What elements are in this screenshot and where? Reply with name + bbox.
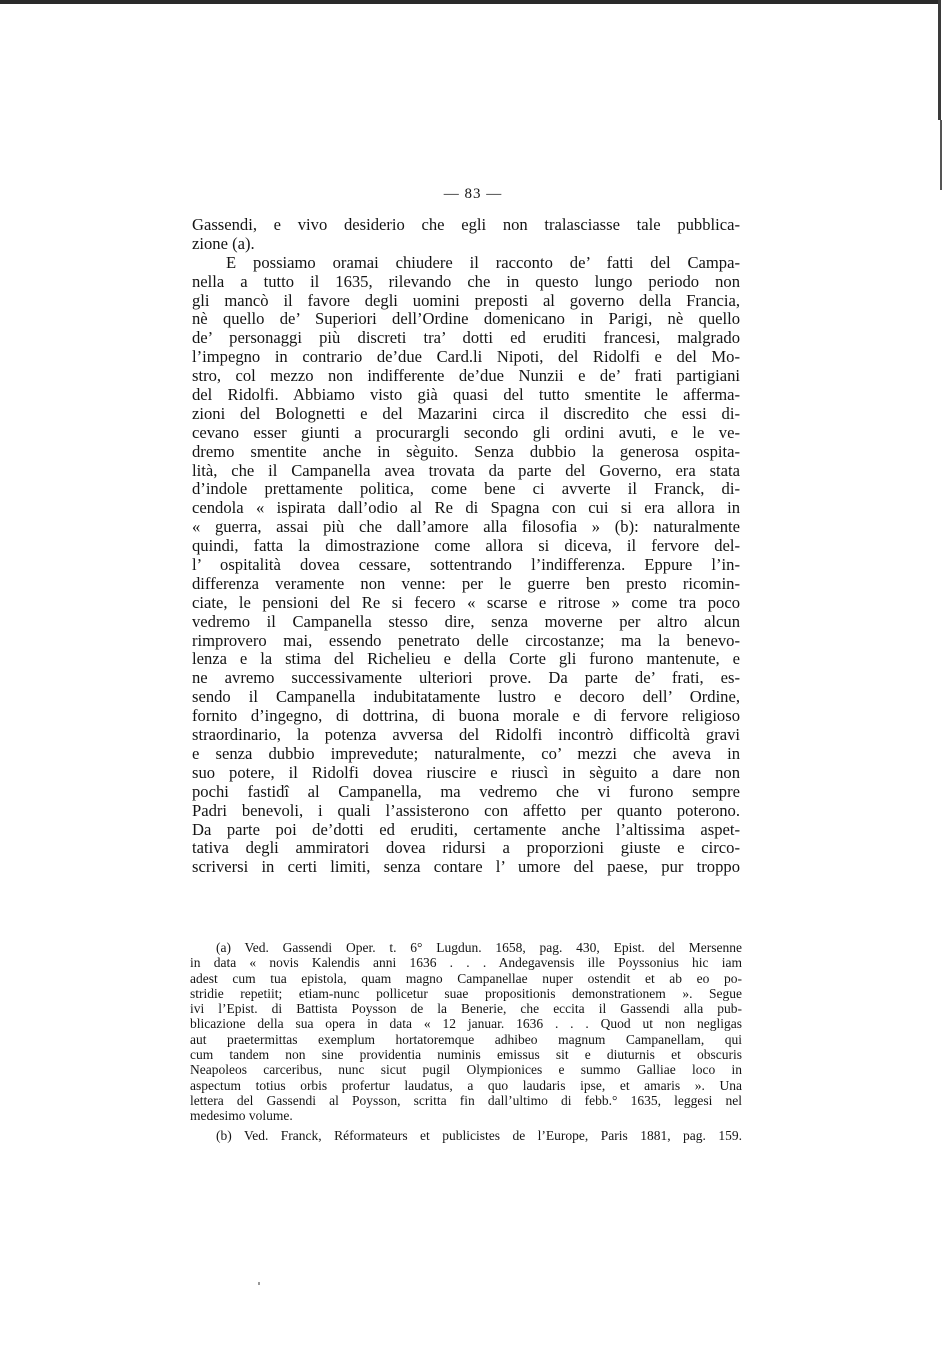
body-line: del Ridolfi. Abbiamo visto già quasi del tutto smentite le afferma- <box>192 385 740 405</box>
footnote-a-line: adest cum tua epistola, quam magno Campanellae nuper ostendit et ab eo po- <box>190 970 742 986</box>
body-line: E possiamo oramai chiudere il racconto de’ fatti del Campa- <box>226 252 740 272</box>
footnote-a-line: Neapoleos carceribus, nunc sicut pugil Olympionices e summo Galliae loco in <box>190 1062 742 1078</box>
body-line: quindi, fatta la dimostrazione come allora si diceva, il fervore del- <box>192 536 740 556</box>
body-line: gli mancò il favore degli uomini preposti al governo della Francia, <box>192 290 740 310</box>
footnote-a-line: ivi l’Epist. di Battista Poysson de la Benerie, che eccita il Gassendi alla pub- <box>190 1001 742 1017</box>
body-line: de’ personaggi più discreti tra’ dotti ed eruditi francesi, malgrado <box>192 328 740 348</box>
body-line: ne avremo successivamente ulteriori prove. Da parte de’ frati, es- <box>192 668 740 688</box>
body-line: ciate, le pensioni del Re si fecero « scarse e ritrose » come tra poco <box>192 592 740 612</box>
body-line: e senza dubbio imprevedute; naturalmente, co’ mezzi che aveva in <box>192 743 740 763</box>
body-line: nella a tutto il 1635, rilevando che in questo lungo periodo non <box>192 271 740 291</box>
footnote-a-line: stridie repetiit; etiam-nunc pollicetur suae propositionis demonstrationem ». Segue <box>190 985 742 1001</box>
footnote-a-line: blicazione della sua opera in data « 12 januar. 1636 . . . Quod ut non negligas <box>190 1016 742 1032</box>
body-line: Padri benevoli, i quali l’assisterono con affetto per quanto poterono. <box>192 800 740 820</box>
body-line: Gassendi, e vivo desiderio che egli non tralasciasse tale pubblica- <box>192 215 740 234</box>
body-line: zione (a). <box>192 233 255 253</box>
body-line: rimprovero mai, essendo penetrato delle circostanze; ma la benevo- <box>192 630 740 650</box>
body-line: differenza veramente non venne: per le guerre ben presto ricomin- <box>192 573 740 593</box>
body-line: cevano esser giunti a procurargli secondo gli ordini avuti, e le ve- <box>192 422 740 442</box>
footnote-a-line: (a) Ved. Gassendi Oper. t. 6° Lugdun. 1658, pag. 430, Epist. del Mersenne <box>216 940 742 955</box>
body-line: straordinario, la potenza avversa del Ridolfi incontrò difficoltà gravi <box>192 725 740 745</box>
body-line: lenza e la stima del Richelieu e della Corte gli furono mantenute, e <box>192 649 740 669</box>
footnote-b: (b) Ved. Franck, Réformateurs et publicistes de l’Europe, Paris 1881, pag. 159. <box>216 1127 742 1143</box>
body-line: « guerra, assai più che dall’amore alla filosofia » (b): naturalmente <box>192 517 740 537</box>
footnotes <box>190 940 742 1143</box>
paper-speck <box>258 1282 260 1285</box>
body-line: vedremo il Campanella stesso dire, senza moverne per altro alcun <box>192 611 740 631</box>
body-line: pochi fastidî al Campanella, ma vedremo che vi furono sempre <box>192 781 740 801</box>
footnote-a-line: in data « novis Kalendis anni 1636 . . . Andegavensis ille Poyssonius hic iam <box>190 955 742 971</box>
page-number: — 83 — <box>443 186 503 202</box>
body-line: Da parte poi de’dotti ed eruditi, certamente anche l’altissima aspet- <box>192 819 740 839</box>
footnote-a-line: aspectum totius orbis profertur laudatus, a quo laudaris ipse, et amaris ». Una <box>190 1077 742 1093</box>
top-border-rule <box>0 0 940 4</box>
body-line: stro, col mezzo non indifferente de’due Nunzii e de’ frati partigiani <box>192 366 740 386</box>
footnote-a-line: aut praetermittas exemplum hortatoremque adhibeo magnum Campanellam, qui <box>190 1031 742 1047</box>
right-border-rule <box>938 0 941 120</box>
footnote-a-line: medesimo volume. <box>190 1108 293 1124</box>
body-line: dremo smentite anche in sèguito. Senza dubbio la generosa ospita- <box>192 441 740 461</box>
body-line: suo potere, il Ridolfi dovea riuscire e riuscì in sèguito a dare non <box>192 762 740 782</box>
body-line: zioni del Bolognetti e del Mazarini circa il discredito che essi di- <box>192 403 740 423</box>
footnote-a-line: lettera del Gassendi al Poysson, scritta fin dall’ultimo di febb.° 1635, leggesi nel <box>190 1092 742 1108</box>
body-line: fornito d’ingegno, di dottrina, di buona morale e di fervore religioso <box>192 706 740 726</box>
body-line: d’indole prettamente politica, come bene ci avverte il Franck, di- <box>192 479 740 499</box>
body-line: l’impegno in contrario de’due Card.li Nipoti, del Ridolfi e del Mo- <box>192 347 740 367</box>
body-line: l’ ospitalità dovea cessare, sottentrando l’indifferenza. Eppure l’in- <box>192 555 740 575</box>
body-line: tativa degli ammiratori dovea ridursi a proporzioni giuste e circo- <box>192 838 740 858</box>
body-line: scriversi in certi limiti, senza contare l’ umore del paese, pur troppo <box>192 857 740 877</box>
body-line: sendo il Campanella indubitatamente lustro e decoro dell’ Ordine, <box>192 687 740 707</box>
body-line: lità, che il Campanella avea trovata da parte del Governo, era stata <box>192 460 740 480</box>
body-line: cendola « ispirata dall’odio al Re di Spagna con cui si era allora in <box>192 498 740 518</box>
right-border-rule-lower <box>940 120 942 190</box>
main-body-text <box>192 216 740 877</box>
footnote-a-line: cum tandem non sine providentia numinis emissus sit e diuturnis et obscuris <box>190 1047 742 1063</box>
body-line: nè quello de’ Superiori dell’Ordine domenicano in Parigi, nè quello <box>192 309 740 329</box>
